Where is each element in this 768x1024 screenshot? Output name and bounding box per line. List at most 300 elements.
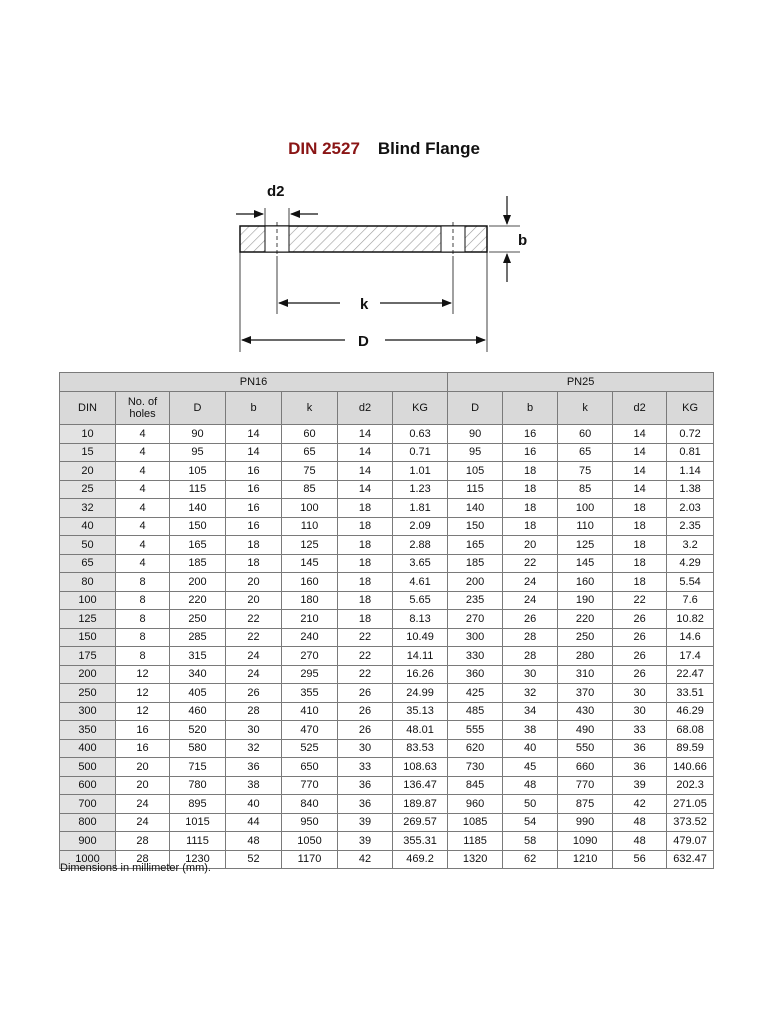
table-cell: 620 xyxy=(448,739,503,758)
table-cell: 0.63 xyxy=(393,425,448,444)
table-cell: 715 xyxy=(170,758,226,777)
table-cell: 36 xyxy=(338,776,393,795)
table-cell: 42 xyxy=(613,795,667,814)
table-cell: 960 xyxy=(448,795,503,814)
table-cell: 30 xyxy=(613,702,667,721)
table-cell: 1185 xyxy=(448,832,503,851)
table-cell: 56 xyxy=(613,850,667,869)
table-cell: 140 xyxy=(170,499,226,518)
table-cell: 136.47 xyxy=(393,776,448,795)
pn25-column-header: b xyxy=(503,392,558,425)
table-cell: 14 xyxy=(338,443,393,462)
table-cell: 520 xyxy=(170,721,226,740)
table-cell: 40 xyxy=(226,795,282,814)
table-cell: 1090 xyxy=(558,832,613,851)
table-cell: 632.47 xyxy=(667,850,714,869)
din-size-cell: 15 xyxy=(60,443,116,462)
table-cell: 16 xyxy=(226,480,282,499)
table-cell: 3.65 xyxy=(393,554,448,573)
table-cell: 20 xyxy=(226,591,282,610)
table-cell: 330 xyxy=(448,647,503,666)
table-cell: 18 xyxy=(338,610,393,629)
table-cell: 5.54 xyxy=(667,573,714,592)
table-cell: 10.82 xyxy=(667,610,714,629)
table-cell: 18 xyxy=(503,499,558,518)
table-cell: 4 xyxy=(116,499,170,518)
table-cell: 33 xyxy=(613,721,667,740)
table-row xyxy=(60,702,714,721)
table-cell: 269.57 xyxy=(393,813,448,832)
table-cell: 36 xyxy=(338,795,393,814)
table-row xyxy=(60,554,714,573)
table-cell: 200 xyxy=(170,573,226,592)
din-size-cell: 25 xyxy=(60,480,116,499)
table-cell: 190 xyxy=(558,591,613,610)
table-cell: 185 xyxy=(170,554,226,573)
table-cell: 145 xyxy=(282,554,338,573)
table-cell: 140.66 xyxy=(667,758,714,777)
table-row xyxy=(60,776,714,795)
table-cell: 18 xyxy=(503,462,558,481)
table-row xyxy=(60,573,714,592)
table-cell: 840 xyxy=(282,795,338,814)
table-cell: 1170 xyxy=(282,850,338,869)
b-label: b xyxy=(518,232,528,249)
dimension-table xyxy=(59,372,714,869)
table-cell: 780 xyxy=(170,776,226,795)
table-cell: 250 xyxy=(558,628,613,647)
table-cell: 20 xyxy=(116,776,170,795)
table-cell: 26 xyxy=(613,628,667,647)
table-cell: 1.38 xyxy=(667,480,714,499)
table-cell: 14 xyxy=(226,443,282,462)
table-cell: 1115 xyxy=(170,832,226,851)
table-row xyxy=(60,443,714,462)
table-cell: 17.4 xyxy=(667,647,714,666)
table-cell: 370 xyxy=(558,684,613,703)
table-cell: 26 xyxy=(613,665,667,684)
table-cell: 48 xyxy=(503,776,558,795)
table-cell: 373.52 xyxy=(667,813,714,832)
footnote: Dimensions in millimeter (mm). xyxy=(60,862,211,874)
table-cell: 24 xyxy=(503,573,558,592)
table-cell: 202.3 xyxy=(667,776,714,795)
table-cell: 405 xyxy=(170,684,226,703)
table-cell: 730 xyxy=(448,758,503,777)
table-cell: 2.09 xyxy=(393,517,448,536)
table-cell: 22.47 xyxy=(667,665,714,684)
table-cell: 24.99 xyxy=(393,684,448,703)
table-cell: 310 xyxy=(558,665,613,684)
table-cell: 62 xyxy=(503,850,558,869)
table-cell: 125 xyxy=(558,536,613,555)
table-cell: 18 xyxy=(613,536,667,555)
din-size-cell: 40 xyxy=(60,517,116,536)
table-cell: 12 xyxy=(116,684,170,703)
table-cell: 660 xyxy=(558,758,613,777)
table-cell: 16 xyxy=(226,462,282,481)
table-cell: 7.6 xyxy=(667,591,714,610)
table-cell: 89.59 xyxy=(667,739,714,758)
pn25-group-header: PN25 xyxy=(448,373,714,392)
table-row xyxy=(60,499,714,518)
table-cell: 108.63 xyxy=(393,758,448,777)
din-size-cell: 250 xyxy=(60,684,116,703)
table-cell: 18 xyxy=(226,554,282,573)
table-cell: 220 xyxy=(558,610,613,629)
table-cell: 200 xyxy=(448,573,503,592)
table-cell: 30 xyxy=(503,665,558,684)
table-cell: 90 xyxy=(170,425,226,444)
table-cell: 39 xyxy=(613,776,667,795)
D-label: D xyxy=(358,333,369,350)
table-cell: 235 xyxy=(448,591,503,610)
table-cell: 8 xyxy=(116,573,170,592)
table-cell: 4.61 xyxy=(393,573,448,592)
table-cell: 18 xyxy=(226,536,282,555)
din-size-cell: 50 xyxy=(60,536,116,555)
table-row xyxy=(60,813,714,832)
table-cell: 48 xyxy=(613,813,667,832)
table-row xyxy=(60,684,714,703)
pn25-column-header: KG xyxy=(667,392,714,425)
table-cell: 895 xyxy=(170,795,226,814)
table-cell: 550 xyxy=(558,739,613,758)
din-size-cell: 800 xyxy=(60,813,116,832)
table-cell: 185 xyxy=(448,554,503,573)
flange-drawing xyxy=(0,178,768,358)
table-cell: 28 xyxy=(116,850,170,869)
table-cell: 18 xyxy=(338,536,393,555)
table-cell: 28 xyxy=(226,702,282,721)
table-cell: 46.29 xyxy=(667,702,714,721)
din-size-cell: 350 xyxy=(60,721,116,740)
table-cell: 1015 xyxy=(170,813,226,832)
table-cell: 990 xyxy=(558,813,613,832)
din-size-cell: 300 xyxy=(60,702,116,721)
table-row xyxy=(60,758,714,777)
table-cell: 24 xyxy=(226,665,282,684)
table-row xyxy=(60,591,714,610)
table-cell: 16 xyxy=(226,517,282,536)
table-cell: 30 xyxy=(338,739,393,758)
table-cell: 479.07 xyxy=(667,832,714,851)
table-cell: 650 xyxy=(282,758,338,777)
din-size-cell: 900 xyxy=(60,832,116,851)
table-cell: 18 xyxy=(338,591,393,610)
table-row xyxy=(60,647,714,666)
table-cell: 16 xyxy=(226,499,282,518)
table-cell: 469.2 xyxy=(393,850,448,869)
pn16-column-header: k xyxy=(282,392,338,425)
table-cell: 14.6 xyxy=(667,628,714,647)
table-cell: 65 xyxy=(282,443,338,462)
table-cell: 425 xyxy=(448,684,503,703)
table-cell: 1.14 xyxy=(667,462,714,481)
table-cell: 10.49 xyxy=(393,628,448,647)
table-cell: 0.81 xyxy=(667,443,714,462)
table-cell: 1210 xyxy=(558,850,613,869)
table-cell: 770 xyxy=(558,776,613,795)
table-cell: 16 xyxy=(503,443,558,462)
table-cell: 18 xyxy=(338,554,393,573)
table-cell: 4.29 xyxy=(667,554,714,573)
table-cell: 33 xyxy=(338,758,393,777)
table-cell: 26 xyxy=(503,610,558,629)
table-cell: 22 xyxy=(226,628,282,647)
table-cell: 18 xyxy=(503,480,558,499)
table-cell: 14 xyxy=(226,425,282,444)
table-cell: 770 xyxy=(282,776,338,795)
table-cell: 580 xyxy=(170,739,226,758)
table-cell: 33.51 xyxy=(667,684,714,703)
table-cell: 100 xyxy=(282,499,338,518)
pn16-column-header: b xyxy=(226,392,282,425)
table-cell: 30 xyxy=(226,721,282,740)
holes-column-header: No. of holes xyxy=(116,392,170,425)
table-cell: 2.03 xyxy=(667,499,714,518)
pn16-group-header: PN16 xyxy=(60,373,448,392)
table-cell: 18 xyxy=(338,499,393,518)
table-cell: 8 xyxy=(116,591,170,610)
table-cell: 4 xyxy=(116,443,170,462)
table-cell: 845 xyxy=(448,776,503,795)
table-cell: 360 xyxy=(448,665,503,684)
table-cell: 14 xyxy=(613,480,667,499)
table-cell: 39 xyxy=(338,832,393,851)
table-cell: 14.11 xyxy=(393,647,448,666)
table-cell: 14 xyxy=(613,425,667,444)
table-cell: 4 xyxy=(116,425,170,444)
table-cell: 1230 xyxy=(170,850,226,869)
table-cell: 410 xyxy=(282,702,338,721)
table-cell: 18 xyxy=(503,517,558,536)
table-cell: 18 xyxy=(338,517,393,536)
table-cell: 271.05 xyxy=(667,795,714,814)
table-cell: 180 xyxy=(282,591,338,610)
table-row xyxy=(60,425,714,444)
table-cell: 58 xyxy=(503,832,558,851)
table-cell: 18 xyxy=(613,573,667,592)
table-row xyxy=(60,480,714,499)
table-cell: 18 xyxy=(613,554,667,573)
table-cell: 35.13 xyxy=(393,702,448,721)
table-cell: 68.08 xyxy=(667,721,714,740)
table-cell: 115 xyxy=(170,480,226,499)
table-cell: 4 xyxy=(116,480,170,499)
table-cell: 115 xyxy=(448,480,503,499)
table-cell: 1.81 xyxy=(393,499,448,518)
table-cell: 189.87 xyxy=(393,795,448,814)
table-cell: 60 xyxy=(558,425,613,444)
din-size-cell: 65 xyxy=(60,554,116,573)
table-cell: 250 xyxy=(170,610,226,629)
table-cell: 4 xyxy=(116,517,170,536)
table-cell: 45 xyxy=(503,758,558,777)
table-cell: 295 xyxy=(282,665,338,684)
table-cell: 160 xyxy=(558,573,613,592)
table-cell: 14 xyxy=(338,425,393,444)
table-row xyxy=(60,610,714,629)
table-cell: 26 xyxy=(613,647,667,666)
table-cell: 16 xyxy=(116,739,170,758)
table-row xyxy=(60,462,714,481)
pn25-column-header: d2 xyxy=(613,392,667,425)
table-cell: 40 xyxy=(503,739,558,758)
table-cell: 20 xyxy=(116,758,170,777)
table-cell: 14 xyxy=(338,480,393,499)
table-cell: 24 xyxy=(503,591,558,610)
table-cell: 26 xyxy=(338,702,393,721)
table-cell: 30 xyxy=(613,684,667,703)
din-column-header: DIN xyxy=(60,392,116,425)
din-size-cell: 20 xyxy=(60,462,116,481)
table-cell: 1.23 xyxy=(393,480,448,499)
table-cell: 26 xyxy=(338,684,393,703)
flange-name: Blind Flange xyxy=(377,139,480,158)
table-cell: 24 xyxy=(116,795,170,814)
table-cell: 32 xyxy=(503,684,558,703)
table-cell: 145 xyxy=(558,554,613,573)
table-cell: 4 xyxy=(116,554,170,573)
table-cell: 105 xyxy=(448,462,503,481)
table-cell: 24 xyxy=(226,647,282,666)
table-cell: 26 xyxy=(613,610,667,629)
table-cell: 20 xyxy=(503,536,558,555)
table-cell: 36 xyxy=(613,739,667,758)
din-size-cell: 32 xyxy=(60,499,116,518)
table-cell: 12 xyxy=(116,702,170,721)
table-cell: 150 xyxy=(170,517,226,536)
table-cell: 28 xyxy=(503,647,558,666)
table-cell: 160 xyxy=(282,573,338,592)
table-cell: 1320 xyxy=(448,850,503,869)
table-cell: 22 xyxy=(338,647,393,666)
din-size-cell: 1000 xyxy=(60,850,116,869)
din-size-cell: 100 xyxy=(60,591,116,610)
table-cell: 355 xyxy=(282,684,338,703)
table-cell: 8 xyxy=(116,610,170,629)
table-cell: 555 xyxy=(448,721,503,740)
din-size-cell: 10 xyxy=(60,425,116,444)
table-cell: 18 xyxy=(613,517,667,536)
table-cell: 85 xyxy=(282,480,338,499)
din-size-cell: 80 xyxy=(60,573,116,592)
table-cell: 50 xyxy=(503,795,558,814)
table-cell: 75 xyxy=(558,462,613,481)
table-cell: 48 xyxy=(226,832,282,851)
k-label: k xyxy=(360,296,369,313)
table-cell: 36 xyxy=(613,758,667,777)
table-cell: 140 xyxy=(448,499,503,518)
table-cell: 110 xyxy=(558,517,613,536)
table-cell: 32 xyxy=(226,739,282,758)
table-cell: 38 xyxy=(226,776,282,795)
table-cell: 165 xyxy=(448,536,503,555)
table-cell: 4 xyxy=(116,462,170,481)
table-cell: 22 xyxy=(613,591,667,610)
table-cell: 22 xyxy=(338,665,393,684)
table-cell: 14 xyxy=(613,462,667,481)
table-cell: 8 xyxy=(116,647,170,666)
din-size-cell: 400 xyxy=(60,739,116,758)
table-cell: 4 xyxy=(116,536,170,555)
table-cell: 100 xyxy=(558,499,613,518)
pn16-column-header: d2 xyxy=(338,392,393,425)
pn25-column-header: k xyxy=(558,392,613,425)
table-cell: 18 xyxy=(613,499,667,518)
table-cell: 28 xyxy=(116,832,170,851)
table-cell: 26 xyxy=(338,721,393,740)
table-cell: 150 xyxy=(448,517,503,536)
table-cell: 24 xyxy=(116,813,170,832)
table-cell: 270 xyxy=(448,610,503,629)
table-cell: 75 xyxy=(282,462,338,481)
din-size-cell: 700 xyxy=(60,795,116,814)
table-cell: 1.01 xyxy=(393,462,448,481)
table-cell: 5.65 xyxy=(393,591,448,610)
table-cell: 0.72 xyxy=(667,425,714,444)
table-cell: 14 xyxy=(613,443,667,462)
table-row xyxy=(60,628,714,647)
table-cell: 165 xyxy=(170,536,226,555)
table-cell: 38 xyxy=(503,721,558,740)
table-cell: 83.53 xyxy=(393,739,448,758)
table-row xyxy=(60,665,714,684)
table-cell: 36 xyxy=(226,758,282,777)
table-cell: 12 xyxy=(116,665,170,684)
table-cell: 2.35 xyxy=(667,517,714,536)
table-cell: 315 xyxy=(170,647,226,666)
table-cell: 42 xyxy=(338,850,393,869)
table-cell: 1085 xyxy=(448,813,503,832)
table-cell: 16 xyxy=(503,425,558,444)
table-cell: 48.01 xyxy=(393,721,448,740)
din-size-cell: 600 xyxy=(60,776,116,795)
table-cell: 340 xyxy=(170,665,226,684)
table-cell: 125 xyxy=(282,536,338,555)
standard-number: DIN 2527 xyxy=(288,139,360,158)
table-cell: 8 xyxy=(116,628,170,647)
table-cell: 460 xyxy=(170,702,226,721)
table-cell: 0.71 xyxy=(393,443,448,462)
table-cell: 210 xyxy=(282,610,338,629)
table-cell: 8.13 xyxy=(393,610,448,629)
table-cell: 22 xyxy=(338,628,393,647)
din-size-cell: 175 xyxy=(60,647,116,666)
table-cell: 95 xyxy=(170,443,226,462)
table-cell: 90 xyxy=(448,425,503,444)
table-cell: 34 xyxy=(503,702,558,721)
din-size-cell: 150 xyxy=(60,628,116,647)
table-cell: 470 xyxy=(282,721,338,740)
table-cell: 240 xyxy=(282,628,338,647)
pn25-column-header: D xyxy=(448,392,503,425)
table-cell: 525 xyxy=(282,739,338,758)
d2-label: d2 xyxy=(267,183,285,200)
table-cell: 270 xyxy=(282,647,338,666)
din-size-cell: 200 xyxy=(60,665,116,684)
table-cell: 18 xyxy=(338,573,393,592)
table-cell: 285 xyxy=(170,628,226,647)
table-row xyxy=(60,536,714,555)
table-cell: 16.26 xyxy=(393,665,448,684)
table-cell: 22 xyxy=(503,554,558,573)
din-size-cell: 125 xyxy=(60,610,116,629)
table-cell: 355.31 xyxy=(393,832,448,851)
table-cell: 280 xyxy=(558,647,613,666)
din-size-cell: 500 xyxy=(60,758,116,777)
